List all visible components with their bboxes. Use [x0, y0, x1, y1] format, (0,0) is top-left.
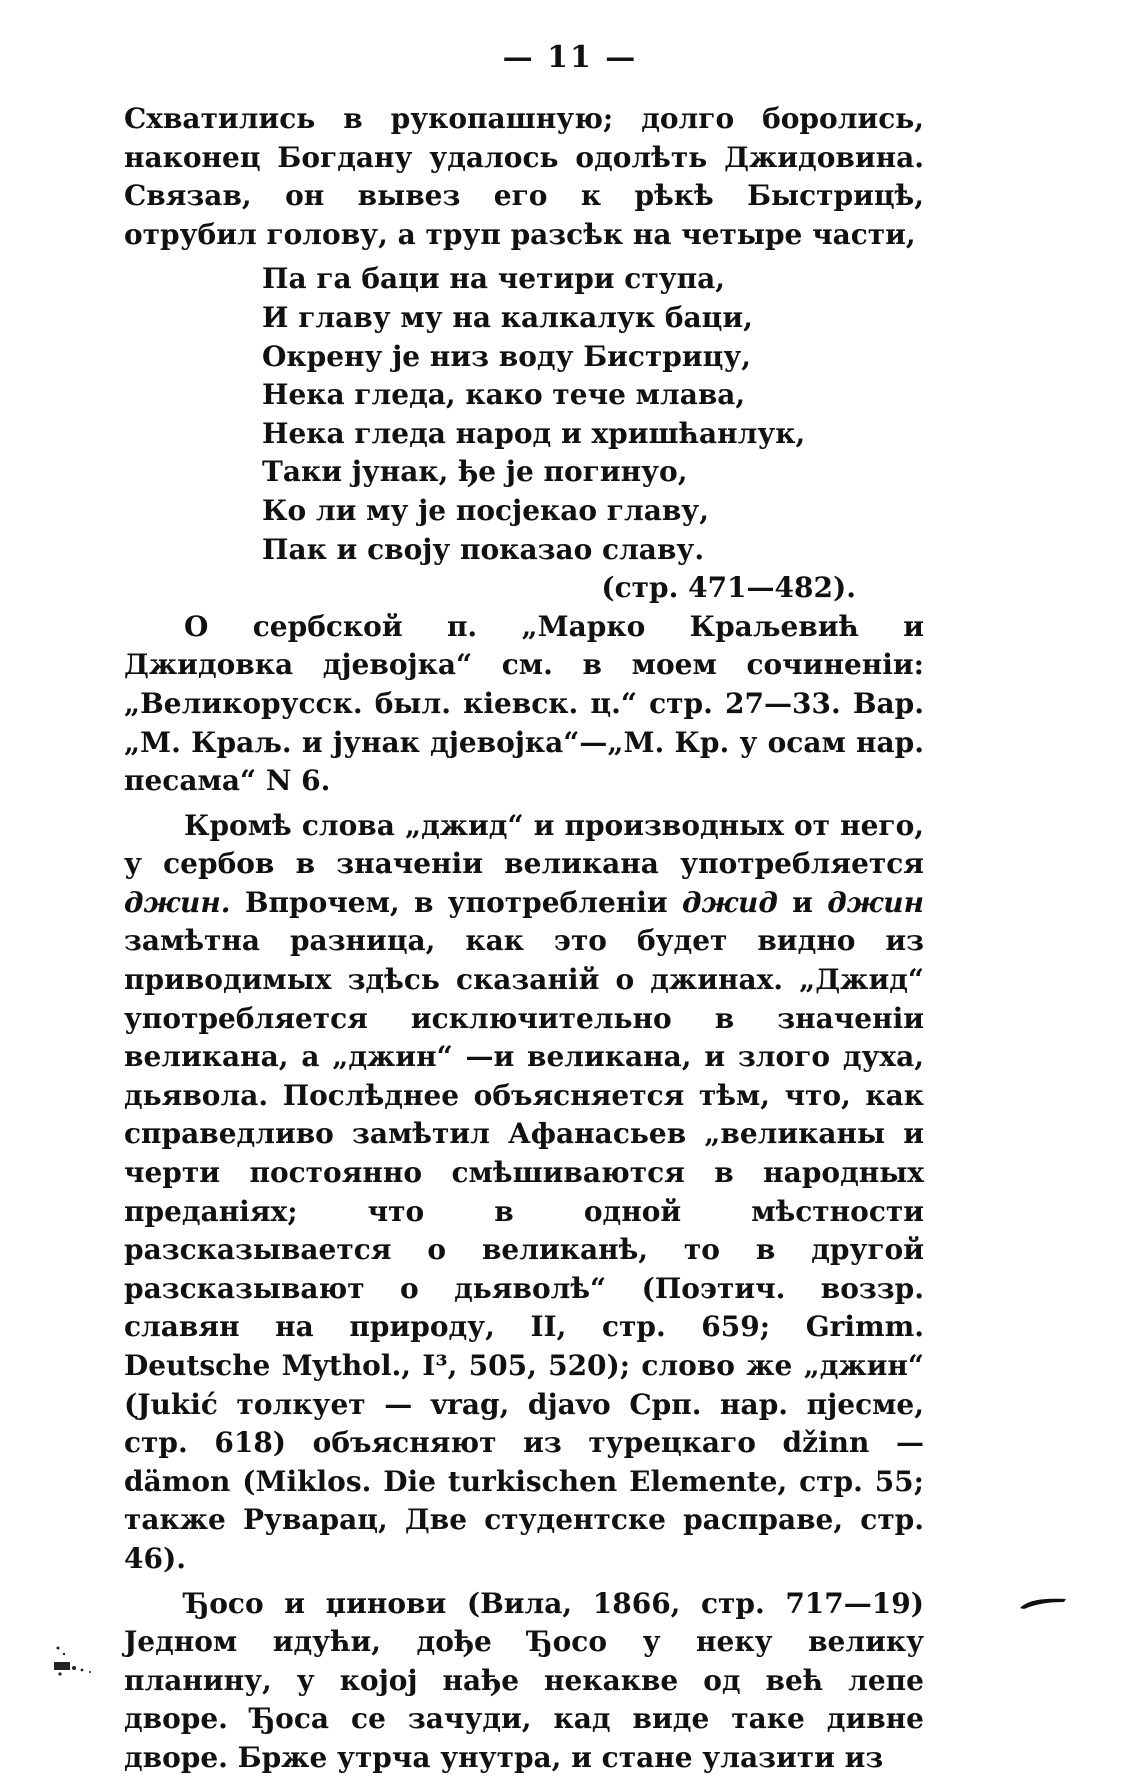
italic-term-dzhin: джин: [827, 885, 924, 919]
verse-line: И главу му на калкалук баци,: [262, 300, 753, 334]
verse-line: Ко ли му је посјекао главу,: [262, 493, 709, 527]
paragraph-3-part-2: Впрочем, в употребленіи: [230, 885, 682, 919]
verse-line: Таки јунак, ђе је погинуо,: [262, 455, 688, 489]
paragraph-3: [124, 807, 924, 1579]
paragraph-1: [124, 100, 924, 254]
paragraph-3-text: [124, 807, 924, 1579]
italic-term-dzhid: джид: [681, 885, 778, 919]
paragraph-2: [124, 608, 924, 801]
paragraph-2-text: О сербской п. „Марко Краљевић и Джидовка дјевојка“ см. в моем сочиненіи: „Великорусск. был. кіевск. ц.“ стр. 27—33. Вар. „М. Краљ. и јунак дјевојка“—„М. Кр. у осам нар. песама“ N 6.: [124, 609, 924, 798]
paragraph-3-part-4: замѣтна разница, как это будет видно из приводимых здѣсь сказаній о джинах. „Джид“ употребляется исключительно в значеніи великана, а „джин“ —и великана, и злого духа, дьявола. Послѣднее объясняется тѣм, что, как справедливо замѣтил Афанасьев „великаны и черти постоянно смѣшиваются в народных преданіях; что в одной мѣстности разсказывается о великанѣ, то в другой разсказывают о дьяволѣ“ (Поэтич. воззр. славян на природу, II, стр. 659; Grimm. Deutsche Mythol., I³, 505, 520); слово же „джин“ (Jukić толкует — vrag, djavo Срп. нар. пјесме, стр. 618) объясняют из турецкаго džinn — dämon (Miklos. Die turkischen Elemente, стр. 55; также Руварац, Две студентске расправе, стр. 46).: [124, 924, 924, 1575]
page-number: — 11 —: [502, 40, 638, 75]
paragraph-4-text: Ђосо и џинови (Вила, 1866, стр. 717—19) Једном идући, дође Ђосо у неку велику планину, у којој нађе некакве од већ лепе дворе. Ђоса се зачуди, кад виде таке дивне дворе. Брже утрча унутра, и стане улазити из: [124, 1586, 924, 1774]
verse-line: Окрену је низ воду Бистрицу,: [262, 339, 752, 373]
ink-smudge: [50, 1640, 110, 1680]
body-text: [124, 100, 924, 1784]
paragraph-1-text: Схватились в рукопашную; долго боролись, наконец Богдану удалось одолѣть Джидовина. Связав, он вывез его к рѣкѣ Быстрицѣ, отрубил голову, а труп разсѣк на четыре части,: [124, 102, 924, 251]
ink-smudge: [1018, 1596, 1068, 1610]
paragraph-4: [124, 1585, 924, 1778]
verse-line: Пак и своју показао славу.: [262, 532, 705, 566]
verse-line: Нека гледа народ и хришћанлук,: [262, 416, 806, 450]
verse-line: Па га баци на четири ступа,: [262, 262, 726, 296]
paragraph-3-part-3: и: [777, 885, 828, 919]
paragraph-3-part-1: Кромѣ слова „джид“ и производных от него, у сербов в значеніи великана употребляется: [124, 808, 924, 881]
citation: (стр. 471—482).: [601, 571, 856, 605]
italic-term-dzhin: джин.: [124, 885, 231, 919]
verse-line: Нека гледа, како тече млава,: [262, 378, 746, 412]
verse-block: [262, 260, 924, 569]
